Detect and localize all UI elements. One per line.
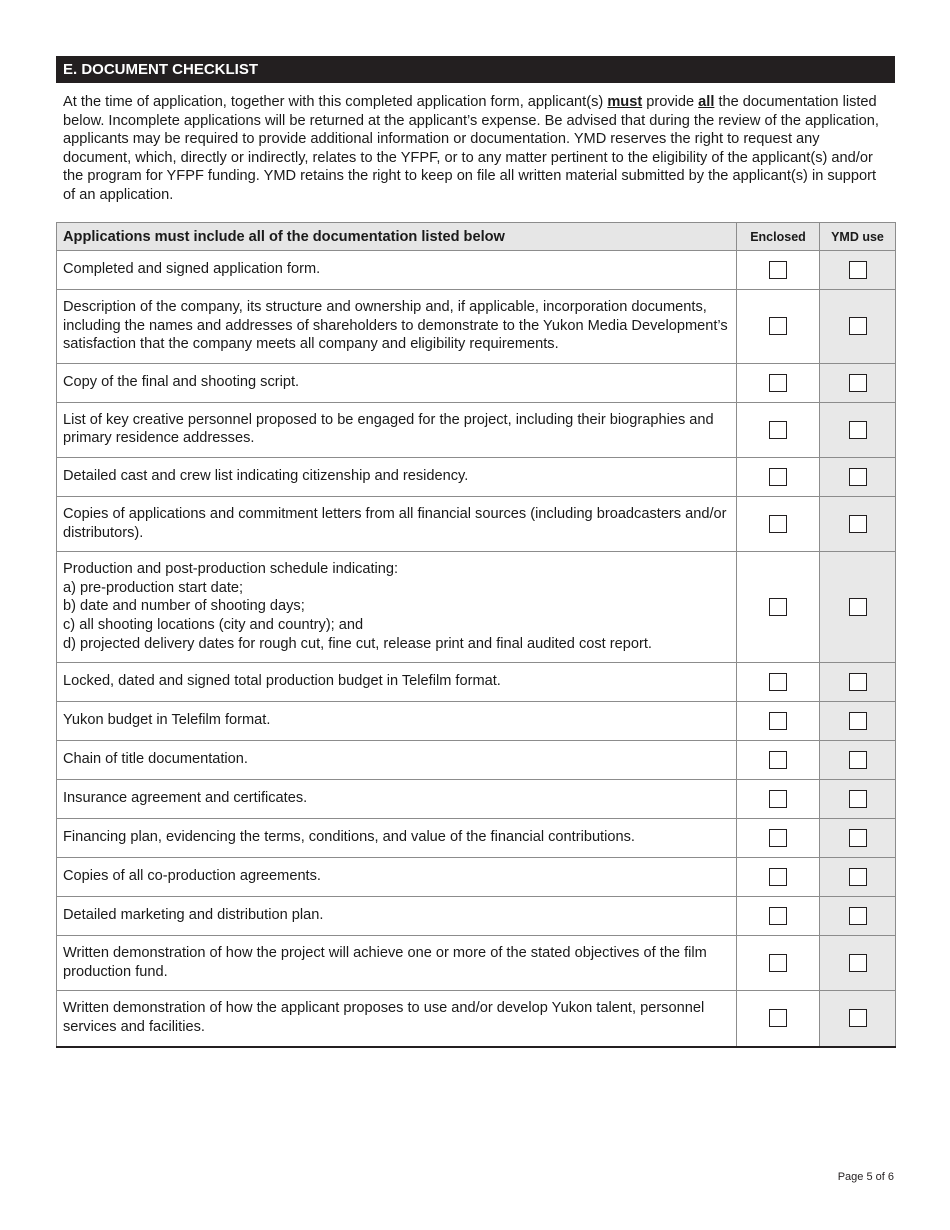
ymd-use-checkbox[interactable] [849,261,867,279]
row-description-text: Locked, dated and signed total production budget in Telefilm format. [63,673,501,690]
row-description [57,897,737,936]
row-description [57,819,737,858]
enclosed-cell [737,780,820,819]
row-description-text: Chain of title documentation. [63,751,248,768]
enclosed-cell [737,858,820,897]
table-row [57,251,896,290]
enclosed-cell [737,741,820,780]
enclosed-cell [737,363,820,402]
enclosed-checkbox[interactable] [769,907,787,925]
ymd-use-checkbox[interactable] [849,421,867,439]
row-description [57,702,737,741]
table-row [57,780,896,819]
row-description-text: Completed and signed application form. [63,261,321,278]
enclosed-cell [737,496,820,551]
enclosed-checkbox[interactable] [769,261,787,279]
intro-all: all [698,94,715,110]
ymd-use-cell [820,363,896,402]
table-row [57,741,896,780]
ymd-use-cell [820,819,896,858]
ymd-use-cell [820,702,896,741]
row-description [57,457,737,496]
table-header-row [57,223,896,251]
ymd-use-checkbox[interactable] [849,954,867,972]
intro-text-2: provide [642,94,699,110]
enclosed-cell [737,552,820,663]
table-row [57,858,896,897]
enclosed-cell [737,457,820,496]
ymd-use-checkbox[interactable] [849,598,867,616]
enclosed-checkbox[interactable] [769,374,787,392]
row-description-text: Financing plan, evidencing the terms, conditions, and value of the financial contributions. [63,829,635,846]
ymd-use-cell [820,663,896,702]
row-description-text: Production and post-production schedule indicating: a) pre-production start date; b) date and number of shooting days; c) all shooting locations (city and country); and d) projected delivery dates for rough cut, fine cut, release print and final audited cost report. [63,561,652,652]
enclosed-checkbox[interactable] [769,790,787,808]
row-description [57,402,737,457]
row-description-text: Detailed cast and crew list indicating citizenship and residency. [63,468,469,485]
row-description-text: List of key creative personnel proposed to be engaged for the project, including their biographies and primary residence addresses. [63,411,714,447]
table-row [57,402,896,457]
table-row [57,819,896,858]
table-row [57,936,896,991]
table-row [57,496,896,551]
row-description-text: Written demonstration of how the project will achieve one or more of the stated objectives of the film production fund. [63,945,707,980]
row-description [57,780,737,819]
ymd-use-cell [820,552,896,663]
intro-text-1: At the time of application, together with this completed application form, applicant(s) [63,94,608,110]
ymd-use-cell [820,290,896,364]
ymd-use-checkbox[interactable] [849,515,867,533]
row-description-text: Copies of applications and commitment letters from all financial sources (including broadcasters and/or distributors). [63,505,727,541]
row-description-text: Detailed marketing and distribution plan. [63,907,324,924]
enclosed-checkbox[interactable] [769,468,787,486]
ymd-use-cell [820,858,896,897]
ymd-use-checkbox[interactable] [849,868,867,886]
ymd-use-checkbox[interactable] [849,712,867,730]
row-description [57,552,737,663]
row-description [57,251,737,290]
intro-text-3: the documentation listed below. Incomplete applications will be returned at the applicant’s expense. Be advised that during the review of the application, applicants may be required to provide additional information or documentation. YMD reserves the right to request any document, which, directly or indirectly, relates to the YFPF, or to any matter pertinent to the eligibility of the applicant(s) and/or the program for YFPF funding. YMD retains the right to keep on file all written material submitted by the applicant(s) in support of an application. [63,94,879,203]
table-row [57,991,896,1047]
enclosed-checkbox[interactable] [769,1009,787,1027]
row-description [57,363,737,402]
ymd-use-checkbox[interactable] [849,673,867,691]
row-description-text: Insurance agreement and certificates. [63,790,308,807]
enclosed-checkbox[interactable] [769,515,787,533]
enclosed-cell [737,402,820,457]
ymd-use-checkbox[interactable] [849,317,867,335]
enclosed-cell [737,290,820,364]
row-description [57,741,737,780]
table-row [57,552,896,663]
ymd-use-checkbox[interactable] [849,374,867,392]
checklist-body [57,251,896,1047]
row-description [57,290,737,364]
enclosed-checkbox[interactable] [769,421,787,439]
row-description [57,936,737,991]
enclosed-checkbox[interactable] [769,829,787,847]
ymd-use-cell [820,402,896,457]
ymd-use-cell [820,496,896,551]
header-enclosed: Enclosed [737,223,820,251]
enclosed-cell [737,991,820,1047]
enclosed-checkbox[interactable] [769,712,787,730]
intro-must: must [607,94,643,110]
table-row [57,363,896,402]
enclosed-cell [737,702,820,741]
enclosed-checkbox[interactable] [769,673,787,691]
enclosed-cell [737,819,820,858]
table-row [57,897,896,936]
enclosed-cell [737,897,820,936]
enclosed-checkbox[interactable] [769,954,787,972]
ymd-use-cell [820,251,896,290]
table-row [57,290,896,364]
ymd-use-checkbox[interactable] [849,790,867,808]
ymd-use-checkbox[interactable] [849,829,867,847]
ymd-use-checkbox[interactable] [849,1009,867,1027]
section-title: E. DOCUMENT CHECKLIST [56,56,895,83]
enclosed-cell [737,251,820,290]
ymd-use-cell [820,897,896,936]
ymd-use-cell [820,991,896,1047]
enclosed-cell [737,936,820,991]
document-checklist-table [56,222,896,1048]
enclosed-checkbox[interactable] [769,868,787,886]
page-number: Page 5 of 6 [837,1171,894,1183]
ymd-use-checkbox[interactable] [849,751,867,769]
row-description [57,991,737,1047]
row-description-text: Yukon budget in Telefilm format. [63,712,271,729]
row-description-text: Copy of the final and shooting script. [63,373,300,390]
ymd-use-cell [820,780,896,819]
enclosed-checkbox[interactable] [769,598,787,616]
header-ymd-use: YMD use [820,223,896,251]
table-row [57,457,896,496]
row-description [57,496,737,551]
row-description [57,663,737,702]
ymd-use-cell [820,936,896,991]
enclosed-checkbox[interactable] [769,317,787,335]
table-row [57,663,896,702]
row-description-text: Written demonstration of how the applicant proposes to use and/or develop Yukon talent, personnel services and facilities. [63,1000,705,1035]
enclosed-checkbox[interactable] [769,751,787,769]
ymd-use-checkbox[interactable] [849,468,867,486]
row-description-text: Description of the company, its structure and ownership and, if applicable, incorporation documents, including the names and addresses of shareholders to demonstrate to the Yukon Media Development’s satisfaction that the company meets all company and eligibility requirements. [63,299,728,353]
row-description-text: Copies of all co-production agreements. [63,868,321,885]
ymd-use-cell [820,741,896,780]
table-row [57,702,896,741]
header-description: Applications must include all of the documentation listed below [57,223,737,251]
enclosed-cell [737,663,820,702]
ymd-use-checkbox[interactable] [849,907,867,925]
intro-paragraph [63,93,889,205]
ymd-use-cell [820,457,896,496]
row-description [57,858,737,897]
